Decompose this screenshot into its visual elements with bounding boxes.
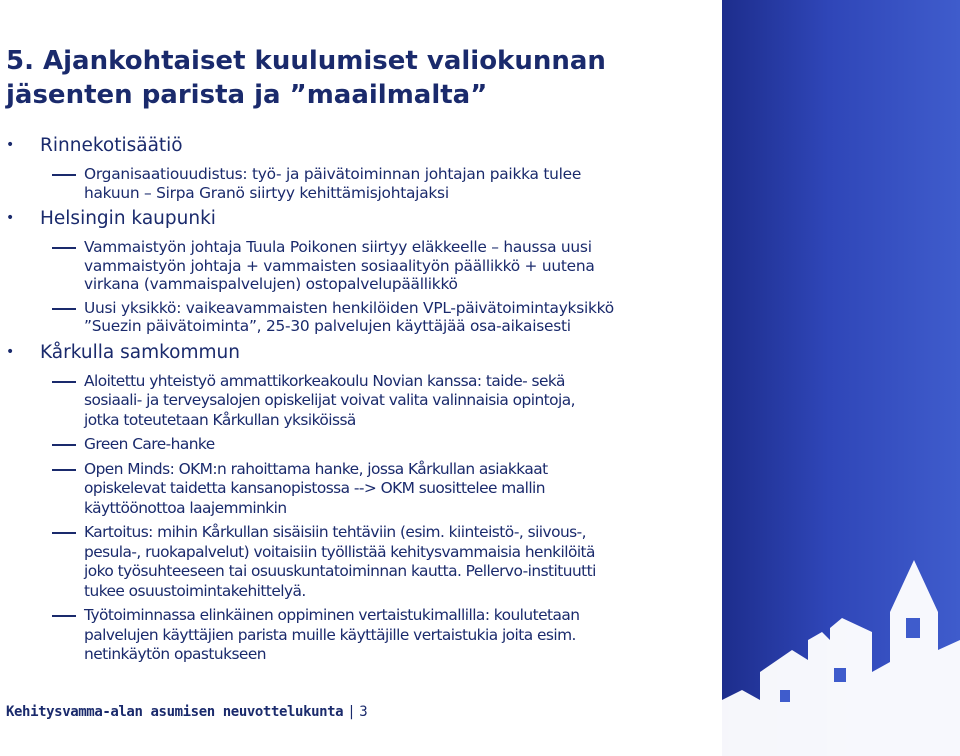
list-item xyxy=(0,460,712,519)
list-item-text: Vammaistyön johtaja Tuula Poikonen siirtyy eläkkeelle – haussa uusi vammaistyön johtaja + vammaisten sosiaalityön päällikkö + uutena virkana (vammaispalvelujen) ostopalvelupäällikkö xyxy=(84,238,595,293)
side-decoration-panel xyxy=(722,0,960,756)
list-item-text: Organisaatiouudistus: työ- ja päivätoiminnan johtajan paikka tulee hakuun – Sirpa Granö siirtyy kehittämisjohtajaksi xyxy=(84,165,582,202)
list-item-text: Open Minds: OKM:n rahoittama hanke, jossa Kårkullan asiakkaat opiskelevat taidetta kansanopistossa --> OKM suosittelee mallin käyttöönottoa laajemminkin xyxy=(84,459,548,517)
dash-icon xyxy=(52,469,76,471)
list-item xyxy=(0,238,712,294)
section-heading-text: Kårkulla samkommun xyxy=(40,341,240,363)
dash-icon xyxy=(52,444,76,446)
dash-icon xyxy=(52,381,76,383)
footer xyxy=(6,704,367,720)
list-item xyxy=(0,435,712,455)
list-item xyxy=(0,372,712,431)
footer-separator: | xyxy=(347,704,356,720)
page-number: 3 xyxy=(359,704,368,720)
list-item xyxy=(0,299,712,336)
section-heading xyxy=(0,341,712,364)
list-item-text: Uusi yksikkö: vaikeavammaisten henkilöiden VPL-päivätoimintayksikkö ”Suezin päivätoiminta”, 25-30 palvelujen käyttäjää osa-aikaisesti xyxy=(84,298,614,335)
section-heading xyxy=(0,134,712,157)
list-item-text: Kartoitus: mihin Kårkullan sisäisiin tehtäviin (esim. kiinteistö-, siivous-, pesula-, ruokapalvelut) voitaisiin työllistää kehitysvammaisia henkilöitä joko työsuhteeseen tai osuuskuntatoiminnan kautta. Pellervo-instituutti tukee osuustoimintakehittelyä. xyxy=(84,523,596,600)
content-list xyxy=(0,134,712,670)
list-item-text: Työtoiminnassa elinkäinen oppiminen vertaistukimallilla: koulutetaan palvelujen käyttäjien parista muille käyttäjille vertaistukia joita esim. netinkäytön opastukseen xyxy=(84,606,580,663)
dash-icon xyxy=(52,247,76,249)
bullet-icon: • xyxy=(6,137,15,153)
footer-org-name: Kehitysvamma-alan asumisen neuvottelukunta xyxy=(6,704,344,720)
dash-icon xyxy=(52,615,76,617)
bullet-icon: • xyxy=(6,210,15,226)
list-item-text: Green Care-hanke xyxy=(84,435,215,453)
section-heading-text: Rinnekotisäätiö xyxy=(40,135,183,156)
village-silhouette-illustration xyxy=(722,0,960,756)
list-item xyxy=(0,523,712,601)
bullet-icon: • xyxy=(6,343,15,360)
dash-icon xyxy=(52,532,76,534)
page-title: 5. Ajankohtaiset kuulumiset valiokunnan jäsenten parista ja ”maailmalta” xyxy=(6,46,606,110)
section-heading-text: Helsingin kaupunki xyxy=(40,208,216,229)
list-item xyxy=(0,165,712,202)
dash-icon xyxy=(52,174,76,176)
dash-icon xyxy=(52,308,76,310)
section-heading xyxy=(0,207,712,230)
list-item-text: Aloitettu yhteistyö ammattikorkeakoulu Novian kanssa: taide- sekä sosiaali- ja terveysalojen opiskelijat voivat valita valinnaisia opintoja, jotka toteutetaan Kårkullan yksiköissä xyxy=(84,371,575,429)
list-item xyxy=(0,606,712,665)
